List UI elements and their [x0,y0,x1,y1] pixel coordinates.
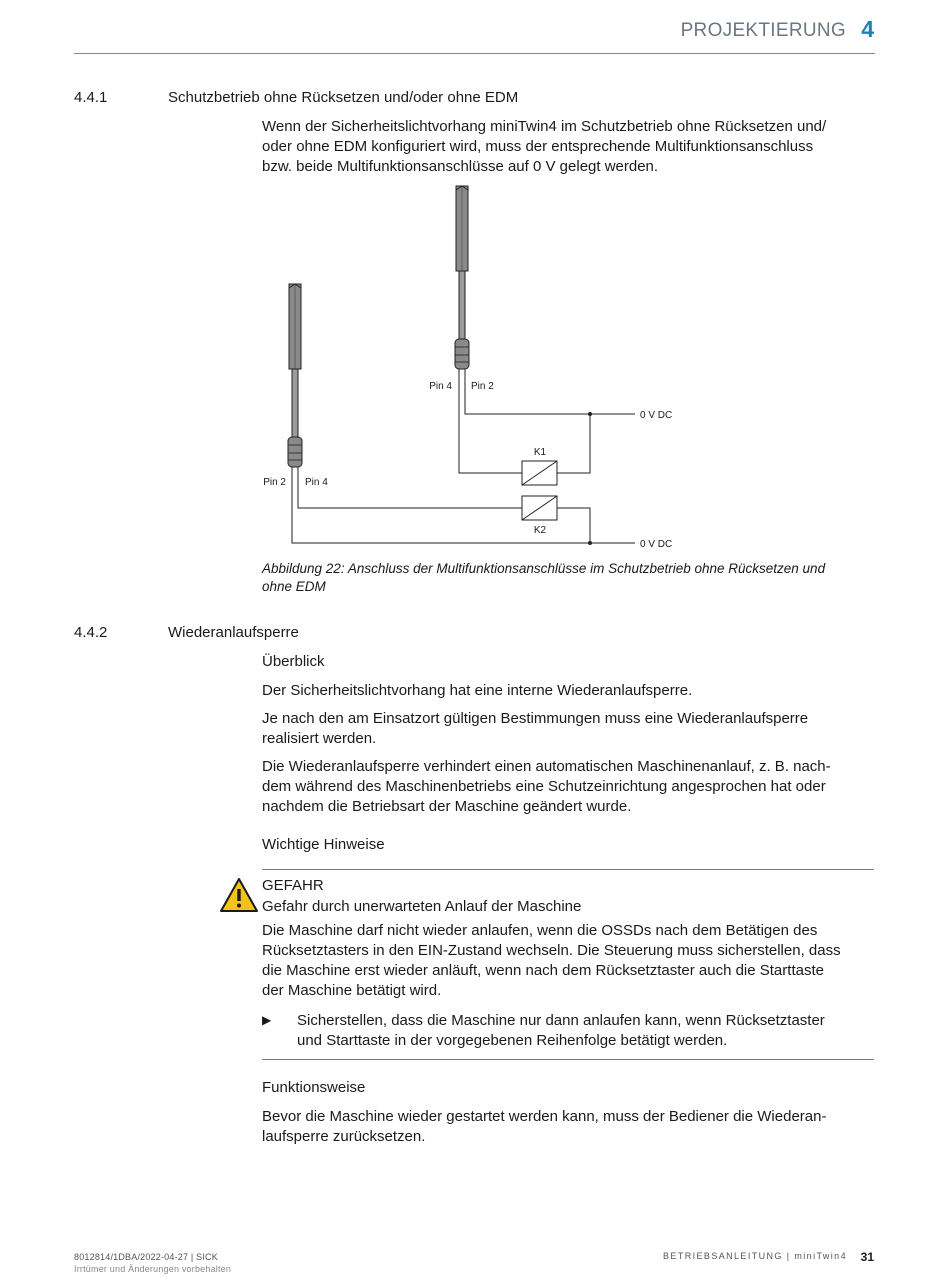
label-0v-bottom: 0 V DC [640,539,673,550]
warning-triangle-icon [219,877,259,913]
bullet-triangle-icon: ▶ [262,1013,272,1027]
overview-paragraph-3: Die Wiederanlaufsperre verhindert einen automatischen Maschinenanlauf, z. B. nach- dem während des Maschinenbetriebs eine Schutzeinrichtung angesprochen hat oder nachdem die Betriebsart der Maschine geändert wurde. [262,758,831,815]
page-number: 31 [860,1250,874,1264]
overview-paragraph-1: Der Sicherheitslichtvorhang hat eine interne Wiederanlaufsperre. [262,682,693,699]
label-left-pin4: Pin 4 [305,477,328,488]
chapter-title: PROJEKTIERUNG [680,20,846,41]
overview-paragraph-2: Je nach den am Einsatzort gültigen Bestimmungen muss eine Wiederanlaufsperre realisiert werden. [262,710,809,747]
junction-bottom [588,541,592,545]
label-0v-top: 0 V DC [640,410,673,421]
section-title-442: Wiederanlaufsperre [168,624,299,641]
header-divider [74,53,875,54]
relay-k2 [522,496,557,520]
overview-heading: Überblick [262,653,325,670]
label-right-pin4: Pin 4 [429,381,452,392]
label-k1: K1 [533,447,547,458]
section-number-442: 4.4.2 [74,624,108,641]
danger-subtitle: Gefahr durch unerwarteten Anlauf der Maschine [262,898,582,915]
sensor-right [455,186,469,369]
relay-k1 [522,461,557,485]
sensor-left [288,284,302,467]
danger-top-rule [262,869,874,870]
function-paragraph: Bevor die Maschine wieder gestartet werden kann, muss der Bediener die Wiederan- laufsperre zurücksetzen. [262,1108,827,1145]
footer-manual-title: BETRIEBSANLEITUNG | miniTwin4 [663,1251,847,1261]
section-title-441: Schutzbetrieb ohne Rücksetzen und/oder ohne EDM [168,89,519,106]
danger-bottom-rule [262,1059,874,1060]
chapter-number: 4 [861,16,874,42]
danger-label: GEFAHR [262,877,324,894]
danger-text: Die Maschine darf nicht wieder anlaufen, wenn die OSSDs nach dem Betätigen des Rücksetztasters in den EIN-Zustand wechseln. Die Steuerung muss sicherstellen, dass die Maschine erst wieder anläuft, wenn nach dem Rücksetztaster auch die Starttaste der Maschine betätigt wird. [262,922,841,999]
wiring-diagram [255,180,695,555]
wires [292,369,635,543]
label-right-pin2: Pin 2 [471,381,494,392]
danger-action: Sicherstellen, dass die Maschine nur dann anlaufen kann, wenn Rücksetztaster und Starttaste in der vorgegebenen Reihenfolge betätigt werden. [297,1012,825,1049]
notes-heading: Wichtige Hinweise [262,836,385,853]
section-number-441: 4.4.1 [74,89,108,106]
label-k2: K2 [533,525,547,536]
footer-disclaimer: Irrtümer und Änderungen vorbehalten [74,1264,232,1274]
section-441-paragraph: Wenn der Sicherheitslichtvorhang miniTwin4 im Schutzbetrieb ohne Rücksetzen und/ oder ohne EDM konfiguriert wird, muss der entsprechende Multifunktionsanschluss bzw. beide Multifunktionsanschlüsse auf 0 V gelegt werden. [262,118,827,175]
figure-caption: Abbildung 22: Anschluss der Multifunktionsanschlüsse im Schutzbetrieb ohne Rücksetzen und ohne EDM [262,561,826,594]
function-heading: Funktionsweise [262,1079,366,1096]
junction-top [588,412,592,416]
footer-doc-info [74,1251,231,1275]
label-left-pin2: Pin 2 [263,477,286,488]
footer-doc-id: 8012814/1DBA/2022-04-27 | SICK [74,1252,218,1262]
